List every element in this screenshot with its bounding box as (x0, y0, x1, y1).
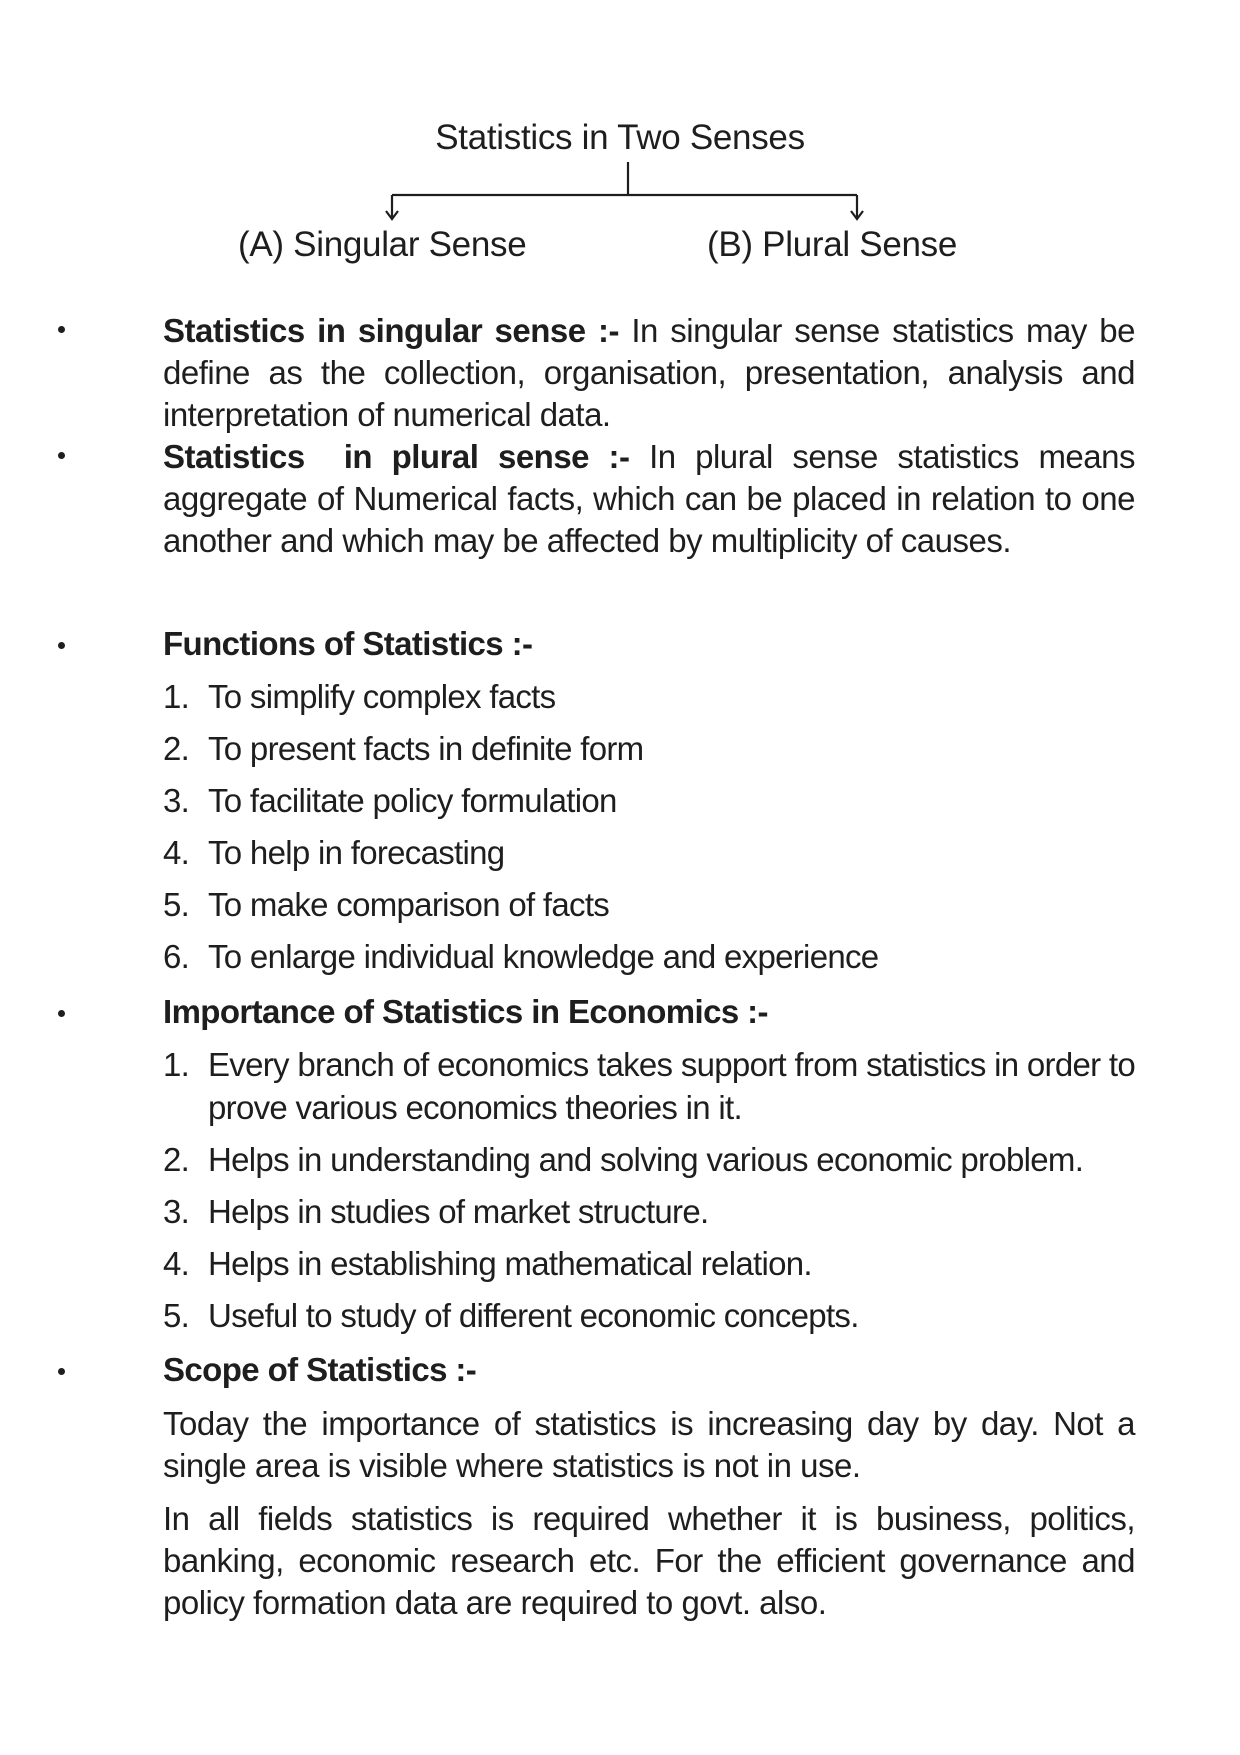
list-item (163, 1190, 1135, 1233)
item-text: To make comparison of facts (208, 886, 610, 923)
item-number: 6. (163, 938, 190, 975)
plural-sense-text: In plural sense statistics means aggregate of Numerical facts, which can be placed in relation to one another and which may be affected by multiplicity of causes. (163, 438, 1135, 559)
plural-sense-paragraph (163, 436, 1135, 562)
singular-sense-paragraph (163, 310, 1135, 436)
list-item (163, 675, 1135, 718)
list-item (163, 727, 1135, 770)
item-text: To simplify complex facts (208, 678, 556, 715)
item-text: To present facts in definite form (208, 730, 644, 767)
singular-sense-text: In singular sense statistics may be define as the collection, organisation, presentation, analysis and interpretation of numerical data. (163, 312, 1135, 433)
scope-paragraph-1: Today the importance of statistics is increasing day by day. Not a single area is visible where statistics is not in use. (163, 1405, 1135, 1484)
bullet-icon (58, 326, 72, 333)
item-text: To help in forecasting (208, 834, 505, 871)
list-item (163, 831, 1135, 874)
diagram-title: Statistics in Two Senses (435, 118, 805, 157)
branch-singular-sense: (A) Singular Sense (238, 225, 527, 264)
list-item (163, 1043, 1135, 1129)
functions-heading: Functions of Statistics :- (163, 625, 533, 662)
importance-heading: Importance of Statistics in Economics :- (163, 993, 768, 1030)
plural-sense-lead: Statistics in plural sense :- (163, 438, 630, 475)
singular-sense-lead: Statistics in singular sense :- (163, 312, 619, 349)
item-text: Every branch of economics takes support from statistics in order to prove various economics theories in it. (208, 1046, 1136, 1126)
item-number: 4. (163, 1245, 190, 1282)
item-number: 2. (163, 1141, 190, 1178)
item-number: 2. (163, 730, 190, 767)
list-item (163, 1242, 1135, 1285)
list-item (163, 1138, 1135, 1181)
bullet-icon (58, 1010, 72, 1017)
scope-heading: Scope of Statistics :- (163, 1351, 477, 1388)
item-number: 1. (163, 1046, 190, 1083)
item-number: 3. (163, 1193, 190, 1230)
list-item (163, 883, 1135, 926)
list-item (163, 1294, 1135, 1337)
bullet-icon (58, 1368, 72, 1375)
two-senses-diagram (0, 0, 1240, 290)
item-text: Helps in establishing mathematical relation. (208, 1245, 812, 1282)
item-number: 3. (163, 782, 190, 819)
item-text: To facilitate policy formulation (208, 782, 617, 819)
bullet-icon (58, 642, 72, 649)
list-item (163, 779, 1135, 822)
bullet-icon (58, 452, 72, 459)
functions-list (163, 675, 1135, 978)
scope-paragraph-2: In all fields statistics is required whether it is business, politics, banking, economic research etc. For the efficient governance and policy formation data are required to govt. also. (163, 1500, 1135, 1621)
item-text: Helps in studies of market structure. (208, 1193, 709, 1230)
importance-list (163, 1043, 1135, 1337)
item-number: 5. (163, 1297, 190, 1334)
item-number: 1. (163, 678, 190, 715)
item-number: 4. (163, 834, 190, 871)
branch-plural-sense: (B) Plural Sense (707, 225, 958, 264)
item-text: Helps in understanding and solving various economic problem. (208, 1141, 1084, 1178)
list-item (163, 935, 1135, 978)
item-text: Useful to study of different economic concepts. (208, 1297, 859, 1334)
item-text: To enlarge individual knowledge and experience (208, 938, 879, 975)
item-number: 5. (163, 886, 190, 923)
